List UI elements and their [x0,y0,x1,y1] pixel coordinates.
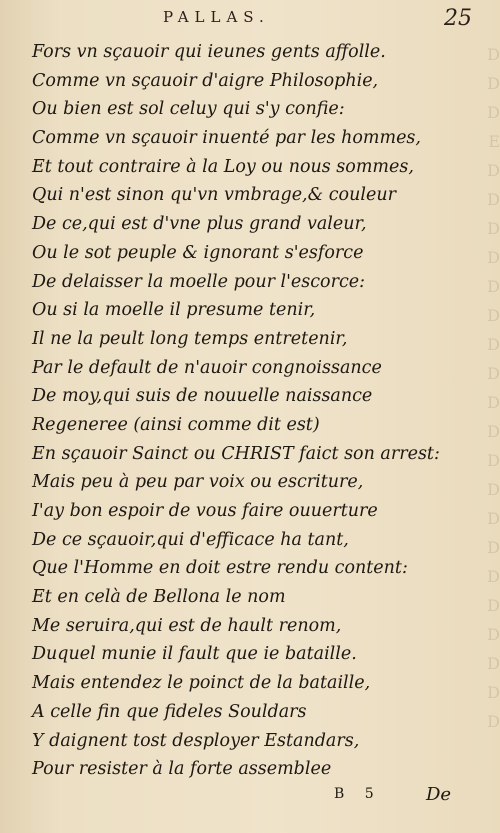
verse-line: I'ay bon espoir de vous faire ouuerture [32,501,378,521]
verse-line: A celle fin que fideles Souldars [32,701,307,722]
verse-line: En sçauoir Sainct ou CHRIST faict son arrest: [32,443,440,464]
verse-line: Me seruira,qui est de hault renom, [32,615,342,636]
verse-line: Et en celà de Bellona le nom [32,587,286,608]
verse-line: Par le default de n'auoir congnoissance [32,357,382,378]
running-title: PALLAS. [163,8,270,26]
verse-line: Duquel munie il fault que ie bataille. [32,644,357,665]
verse-line: Comme vn sçauoir d'aigre Philosophie, [32,70,379,91]
verse-line: Y daignent tost desployer Estandars, [32,730,360,751]
verse-line: Mais entendez le poinct de la bataille, [32,673,371,694]
verse-line: Mais peu à peu par voix ou escriture, [32,472,364,493]
poem-text [32,38,452,784]
verse-line: Que l'Homme en doit estre rendu content: [32,558,408,579]
verse-line: De moy,qui suis de nouuelle naissance [32,386,373,407]
verse-line: Qui n'est sinon qu'vn vmbrage,& couleur [32,185,396,206]
verse-line: Regeneree (ainsi comme dit est) [32,414,320,435]
verse-line: Comme vn sçauoir inuenté par les hommes, [32,128,421,149]
folio-number: 25 [444,6,472,31]
running-head [0,4,500,34]
verse-line: Et tout contraire à la Loy ou nous sommes, [32,156,414,177]
verse-line: Ou bien est sol celuy qui s'y confie: [32,99,345,120]
verse-line: Ou si la moelle il presume tenir, [32,300,316,321]
verse-line: Fors vn sçauoir qui ieunes gents affolle. [32,42,386,62]
verse-line: De ce sçauoir,qui d'efficace ha tant, [32,529,349,550]
verse-line: Il ne la peult long temps entretenir, [32,328,348,349]
verse-line: De delaisser la moelle pour l'escorce: [32,271,366,292]
show-through-text: D D D E D D D D D D D D D D D D D D D D D D D D [487,45,500,731]
signature-mark: B 5 [334,786,382,802]
verse-line: De ce,qui est d'vne plus grand valeur, [32,214,367,235]
verse-line: Pour resister à la forte assemblee [32,759,332,780]
catchword: De [426,784,452,805]
verse-line: Ou le sot peuple & ignorant s'esforce [32,242,364,263]
